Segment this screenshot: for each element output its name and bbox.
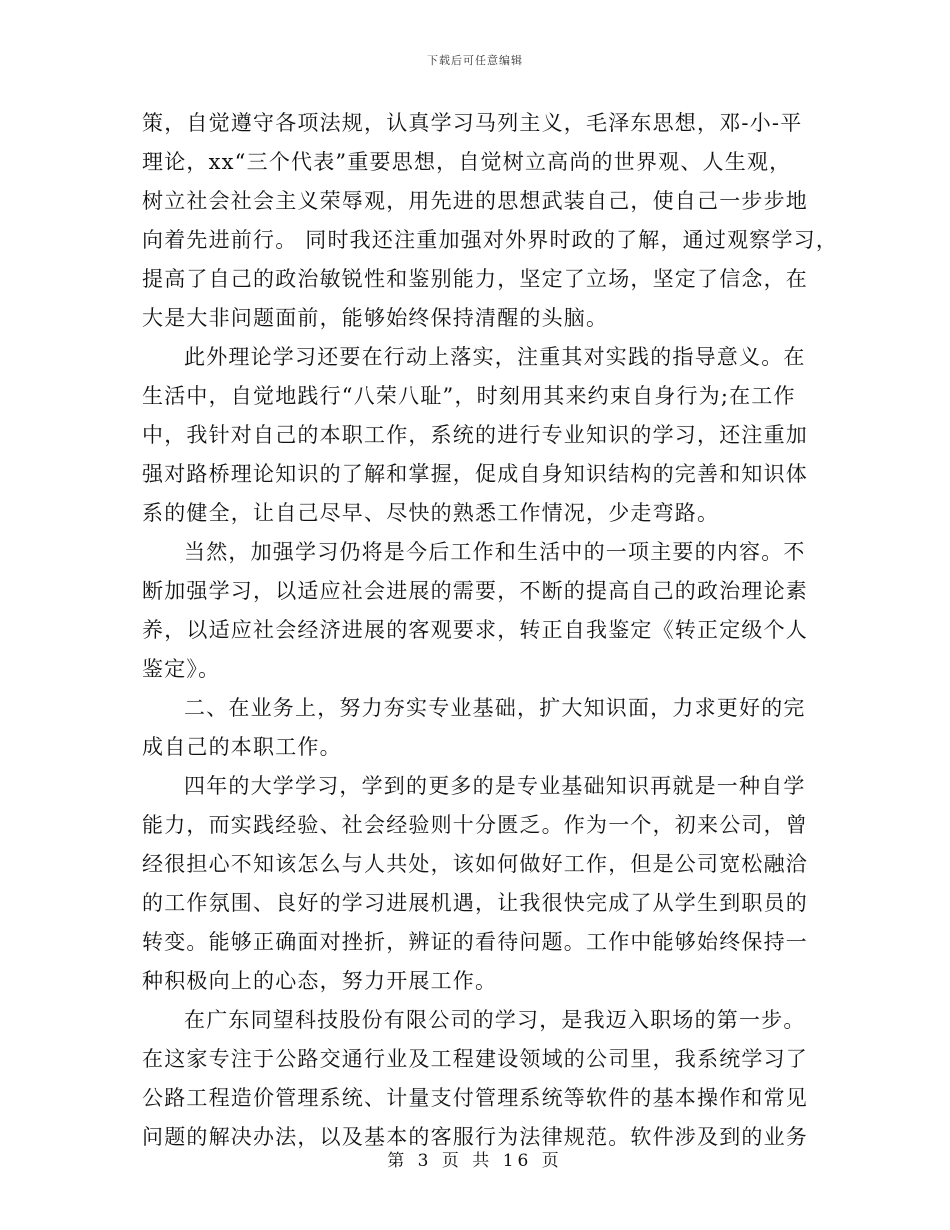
text-line: 转变。能够正确面对挫折，辨证的看待问题。工作中能够始终保持一	[142, 930, 808, 954]
text-line: 向着先进前行。 同时我还注重加强对外界时政的了解，通过观察学习，	[142, 228, 839, 252]
page-footer: 第 3 页 共 16 页	[387, 1151, 563, 1171]
text-line: 四年的大学学习，学到的更多的是专业基础知识再就是一种自学	[184, 774, 806, 798]
text-line: 鉴定》。	[142, 657, 221, 681]
text-line: 二、在业务上，努力夯实专业基础，扩大知识面，力求更好的完	[184, 696, 806, 720]
text-line: 种积极向上的心态，努力开展工作。	[142, 969, 498, 993]
text-line: 成自己的本职工作。	[142, 735, 342, 759]
text-line: 强对路桥理论知识的了解和掌握，促成自身知识结构的完善和知识体	[142, 462, 808, 486]
text-line: 此外理论学习还要在行动上落实，注重其对实践的指导意义。在	[184, 345, 806, 369]
text-line: 中，我针对自己的本职工作，系统的进行专业知识的学习，还注重加	[142, 423, 808, 447]
text-line: 理论，xx“三个代表”重要思想，自觉树立高尚的世界观、人生观，	[142, 150, 792, 174]
page-header: 下载后可任意编辑	[427, 54, 523, 67]
text-line: 断加强学习，以适应社会进展的需要，不断的提高自己的政治理论素	[142, 579, 808, 603]
text-line: 能力，而实践经验、社会经验则十分匮乏。作为一个，初来公司，曾	[142, 813, 808, 837]
text-line: 养，以适应社会经济进展的客观要求，转正自我鉴定《转正定级个人	[142, 618, 808, 642]
text-line: 在广东同望科技股份有限公司的学习，是我迈入职场的第一步。	[184, 1008, 806, 1032]
text-line: 策，自觉遵守各项法规，认真学习马列主义，毛泽东思想，邓-小-平	[142, 111, 803, 135]
text-line: 在这家专注于公路交通行业及工程建设领域的公司里，我系统学习了	[142, 1047, 808, 1071]
text-line: 经很担心不知该怎么与人共处，该如何做好工作，但是公司宽松融洽	[142, 852, 808, 876]
text-line: 系的健全，让自己尽早、尽快的熟悉工作情况，少走弯路。	[142, 501, 720, 525]
text-line: 生活中，自觉地践行“八荣八耻”，时刻用其来约束自身行为;在工作	[142, 384, 796, 408]
text-line: 问题的解决办法，以及基本的客服行为法律规范。软件涉及到的业务	[142, 1125, 808, 1149]
text-line: 提高了自己的政治敏锐性和鉴别能力，坚定了立场，坚定了信念，在	[142, 267, 808, 291]
text-line: 当然，加强学习仍将是今后工作和生活中的一项主要的内容。不	[184, 540, 806, 564]
text-line: 大是大非问题面前，能够始终保持清醒的头脑。	[142, 306, 609, 330]
text-line: 树立社会社会主义荣辱观，用先进的思想武装自己，使自己一步步地	[142, 189, 808, 213]
text-line: 的工作氛围、良好的学习进展机遇，让我很快完成了从学生到职员的	[142, 891, 808, 915]
body-text	[142, 104, 839, 1157]
text-line: 公路工程造价管理系统、计量支付管理系统等软件的基本操作和常见	[142, 1086, 808, 1110]
